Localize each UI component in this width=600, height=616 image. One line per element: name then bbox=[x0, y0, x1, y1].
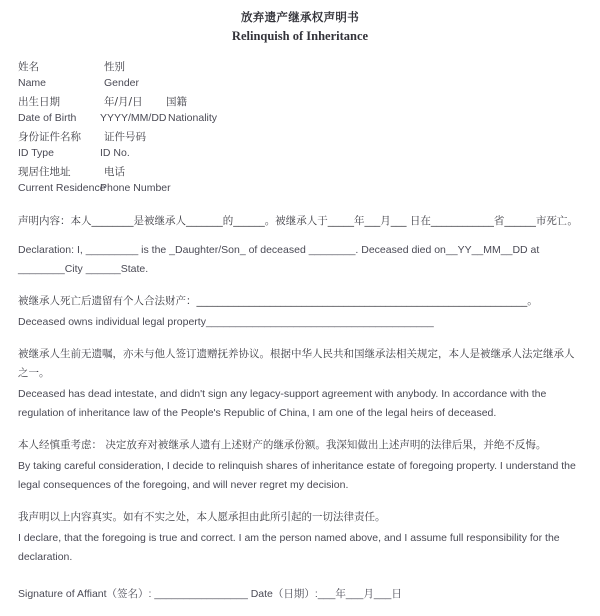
field-row-id-cn bbox=[18, 129, 582, 147]
label-gender-cn: 性别 bbox=[104, 61, 125, 73]
field-row-id-en bbox=[18, 147, 582, 165]
label-id-number-cn: 证件号码 bbox=[104, 131, 146, 143]
renunciation-paragraph-en: By taking careful consideration, I decide to relinquish shares of inheritance estate of foregoing property. I understand the legal consequences of the foregoing, and will never regret my decision. bbox=[18, 460, 576, 491]
label-id-type-cn: 身份证件名称 bbox=[18, 131, 81, 143]
property-paragraph-en: Deceased owns individual legal property_______________________________________ bbox=[18, 316, 434, 328]
label-phone-number-en: Phone Number bbox=[100, 181, 171, 194]
label-phone-number-cn: 电话 bbox=[104, 166, 125, 178]
field-row-residence-cn bbox=[18, 164, 582, 182]
label-name-cn: 姓名 bbox=[18, 61, 39, 73]
label-id-number-en: ID No. bbox=[100, 146, 130, 159]
property-paragraph-cn: 被继承人死亡后遗留有个人合法财产：_______________________________________________________________。 bbox=[18, 295, 538, 307]
intestate-paragraph-en: Deceased has dead intestate, and didn't sign any legacy-support agreement with anybody. In accordance with the regulation of inheritance law of the People's Republic of China, I am one of the legal heirs of deceased. bbox=[18, 388, 547, 419]
field-row-name-cn bbox=[18, 59, 582, 77]
intestate-paragraph-cn: 被继承人生前无遗嘱，亦未与他人签订遗赠抚养协议。根据中华人民共和国继承法相关规定，本人是被继承人法定继承人之一。 bbox=[18, 348, 575, 379]
signature-line[interactable]: Signature of Affiant（签名）: ________________ Date（日期）:___年___月___日 bbox=[18, 588, 402, 600]
truth-paragraph-cn: 我声明以上内容真实。如有不实之处，本人愿承担由此所引起的一切法律责任。 bbox=[18, 511, 386, 523]
page-title-chinese: 放弃遗产继承权声明书 bbox=[241, 10, 359, 24]
renunciation-paragraph-cn: 本人经慎重考虑： 决定放弃对被继承人遗有上述财产的继承份额。我深知做出上述声明的法律后果，并绝不反悔。 bbox=[18, 439, 547, 451]
label-gender-en: Gender bbox=[104, 76, 140, 89]
title-block bbox=[18, 0, 582, 45]
truth-paragraph-en: I declare, that the foregoing is true and correct. I am the person named above, and I assume full responsibility for the declaration. bbox=[18, 532, 560, 563]
label-date-of-birth-cn: 出生日期 bbox=[18, 96, 60, 108]
label-name-en: Name bbox=[18, 76, 47, 89]
declaration-paragraph-cn: 声明内容：本人________是被继承人_______的______。被继承人于_____年___月___ 日在____________省______市死亡。 bbox=[18, 215, 578, 227]
label-nationality-cn: 国籍 bbox=[166, 96, 187, 108]
label-date-format-en: YYYY/MM/DD bbox=[100, 111, 167, 124]
label-current-residence-cn: 现居住地址 bbox=[18, 166, 71, 178]
label-current-residence-en: Current Residence bbox=[18, 181, 106, 194]
label-nationality-en: Nationality bbox=[168, 111, 218, 124]
label-date-of-birth-en: Date of Birth bbox=[18, 111, 77, 124]
field-row-residence-en bbox=[18, 182, 582, 200]
field-row-dob-en bbox=[18, 112, 582, 130]
applicant-fields bbox=[18, 59, 582, 199]
declaration-paragraph-en: Declaration: I, _________ is the _Daughter/Son_ of deceased ________. Deceased died on__YY__MM__DD at ________City ______State. bbox=[18, 244, 540, 275]
label-id-type-en: ID Type bbox=[18, 146, 54, 159]
label-date-format-cn: 年/月/日 bbox=[104, 96, 143, 108]
page-title-english: Relinquish of Inheritance bbox=[231, 29, 369, 43]
field-row-dob-cn bbox=[18, 94, 582, 112]
field-row-name-en bbox=[18, 77, 582, 95]
